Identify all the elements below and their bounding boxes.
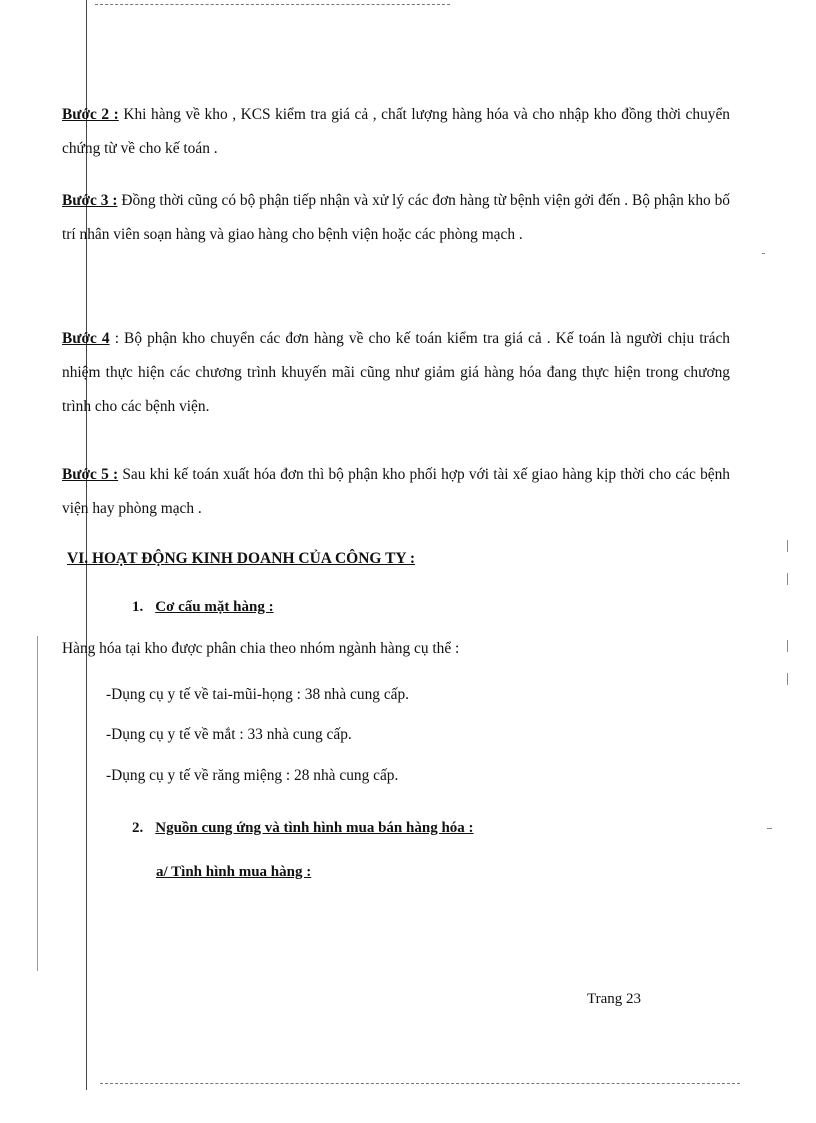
step-2-label: Bước 2 : bbox=[62, 106, 119, 123]
subsection-2-title: Nguồn cung ứng và tình hình mua bán hàng hóa : bbox=[155, 820, 474, 836]
scan-speck bbox=[787, 540, 788, 552]
list-item: -Dụng cụ y tế về tai-mũi-họng : 38 nhà cung cấp. bbox=[106, 686, 410, 703]
scan-speck bbox=[787, 640, 788, 652]
scan-speck bbox=[767, 828, 772, 829]
list-item: -Dụng cụ y tế về mắt : 33 nhà cung cấp. bbox=[106, 726, 352, 743]
step-2-paragraph bbox=[62, 98, 730, 166]
step-4-text: : Bộ phận kho chuyển các đơn hàng về cho kế toán kiểm tra giá cả . Kế toán là người chịu trách nhiệm thực hiện các chương trình khuyến mãi cũng như giảm giá hàng hóa đang thực hiện trong chương trình cho các bệnh viện. bbox=[62, 330, 730, 415]
section-heading: VI. HOẠT ĐỘNG KINH DOANH CỦA CÔNG TY : bbox=[67, 550, 416, 567]
scan-margin-line bbox=[37, 636, 38, 971]
subsection-2a-heading bbox=[156, 864, 311, 881]
step-3-text: Đồng thời cũng có bộ phận tiếp nhận và xử lý các đơn hàng từ bệnh viện gởi đến . Bộ phận kho bố trí nhân viên soạn hàng và giao hàng cho bệnh viện hoặc các phòng mạch . bbox=[62, 192, 731, 243]
list-item: -Dụng cụ y tế về răng miệng : 28 nhà cung cấp. bbox=[106, 767, 399, 784]
step-3-paragraph bbox=[62, 184, 730, 252]
intro-text: Hàng hóa tại kho được phân chia theo nhóm ngành hàng cụ thể : bbox=[62, 640, 460, 657]
step-4-label: Bước 4 bbox=[62, 330, 110, 347]
step-5-text: Sau khi kế toán xuất hóa đơn thì bộ phận kho phối hợp với tài xế giao hàng kịp thời cho các bệnh viện hay phòng mạch . bbox=[62, 466, 731, 517]
step-5-paragraph bbox=[62, 458, 730, 526]
scan-bottom-dashes bbox=[100, 1083, 740, 1085]
subsection-2-heading bbox=[132, 820, 474, 837]
step-2-text: Khi hàng về kho , KCS kiểm tra giá cả , chất lượng hàng hóa và cho nhập kho đồng thời chuyển chứng từ về cho kế toán . bbox=[62, 106, 730, 157]
subsection-1-number: 1. bbox=[132, 599, 144, 615]
subsection-2-number: 2. bbox=[132, 820, 144, 836]
step-4-paragraph bbox=[62, 322, 730, 424]
subsection-1-heading bbox=[132, 599, 274, 616]
scan-speck bbox=[787, 573, 788, 585]
scan-speck bbox=[762, 253, 765, 254]
scan-top-dashes bbox=[95, 4, 450, 6]
subsection-2a-title: a/ Tình hình mua hàng : bbox=[156, 864, 312, 880]
scan-speck bbox=[787, 673, 788, 685]
step-3-label: Bước 3 : bbox=[62, 192, 118, 209]
page-number: Trang 23 bbox=[587, 991, 642, 1007]
step-5-label: Bước 5 : bbox=[62, 466, 119, 483]
subsection-1-title: Cơ cấu mặt hàng : bbox=[155, 599, 274, 615]
